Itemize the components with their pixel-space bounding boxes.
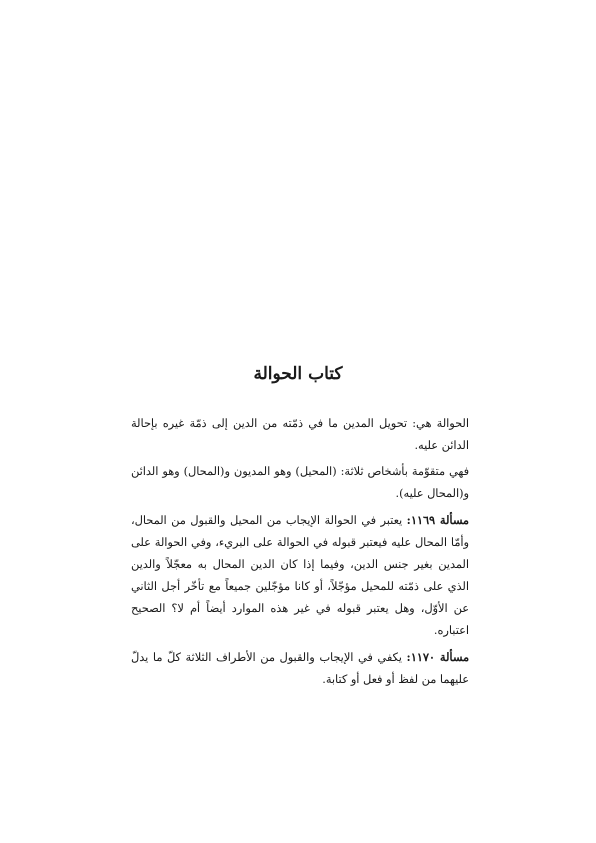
issue-1170-paragraph	[131, 646, 469, 691]
issue-1169-text: يعتبر في الحوالة الإيجاب من المحيل والقبول من المحال، وأمّا المحال عليه فيعتبر قبوله في الحوالة على البريء، وفي الحوالة على المدين بغير جنس الدين، وفيما إذا كان الدين المحال به معجّلاً والدين الذي على ذمّته للمحيل مؤجّلاً، أو كانا مؤجّلين جميعاً مع تأخّر أجل الثاني عن الأوّل، وهل يعتبر قبوله في غير هذه الموارد أيضاً أم لا؟ الصحيح اعتباره.	[131, 514, 469, 637]
parties-paragraph: فهي متقوّمة بأشخاص ثلاثة: (المحيل) وهو المديون و(المحال) وهو الدائن و(المحال عليه).	[131, 465, 469, 500]
body-text	[131, 413, 469, 691]
issue-1170-label: مسألة ١١٧٠:	[406, 650, 469, 664]
issue-1169-label: مسألة ١١٦٩:	[406, 513, 469, 527]
chapter-title: كتاب الحوالة	[253, 364, 343, 384]
definition-paragraph: الحوالة هي: تحويل المدين ما في ذمّته من الدين إلى ذمّة غيره بإحالة الدائن عليه.	[131, 417, 469, 452]
issue-1170-text: يكفي في الإيجاب والقبول من الأطراف الثلاثة كلّ ما يدلّ عليهما من لفظ أو فعل أو كتابة.	[131, 651, 469, 686]
issue-1169-paragraph	[131, 509, 469, 642]
